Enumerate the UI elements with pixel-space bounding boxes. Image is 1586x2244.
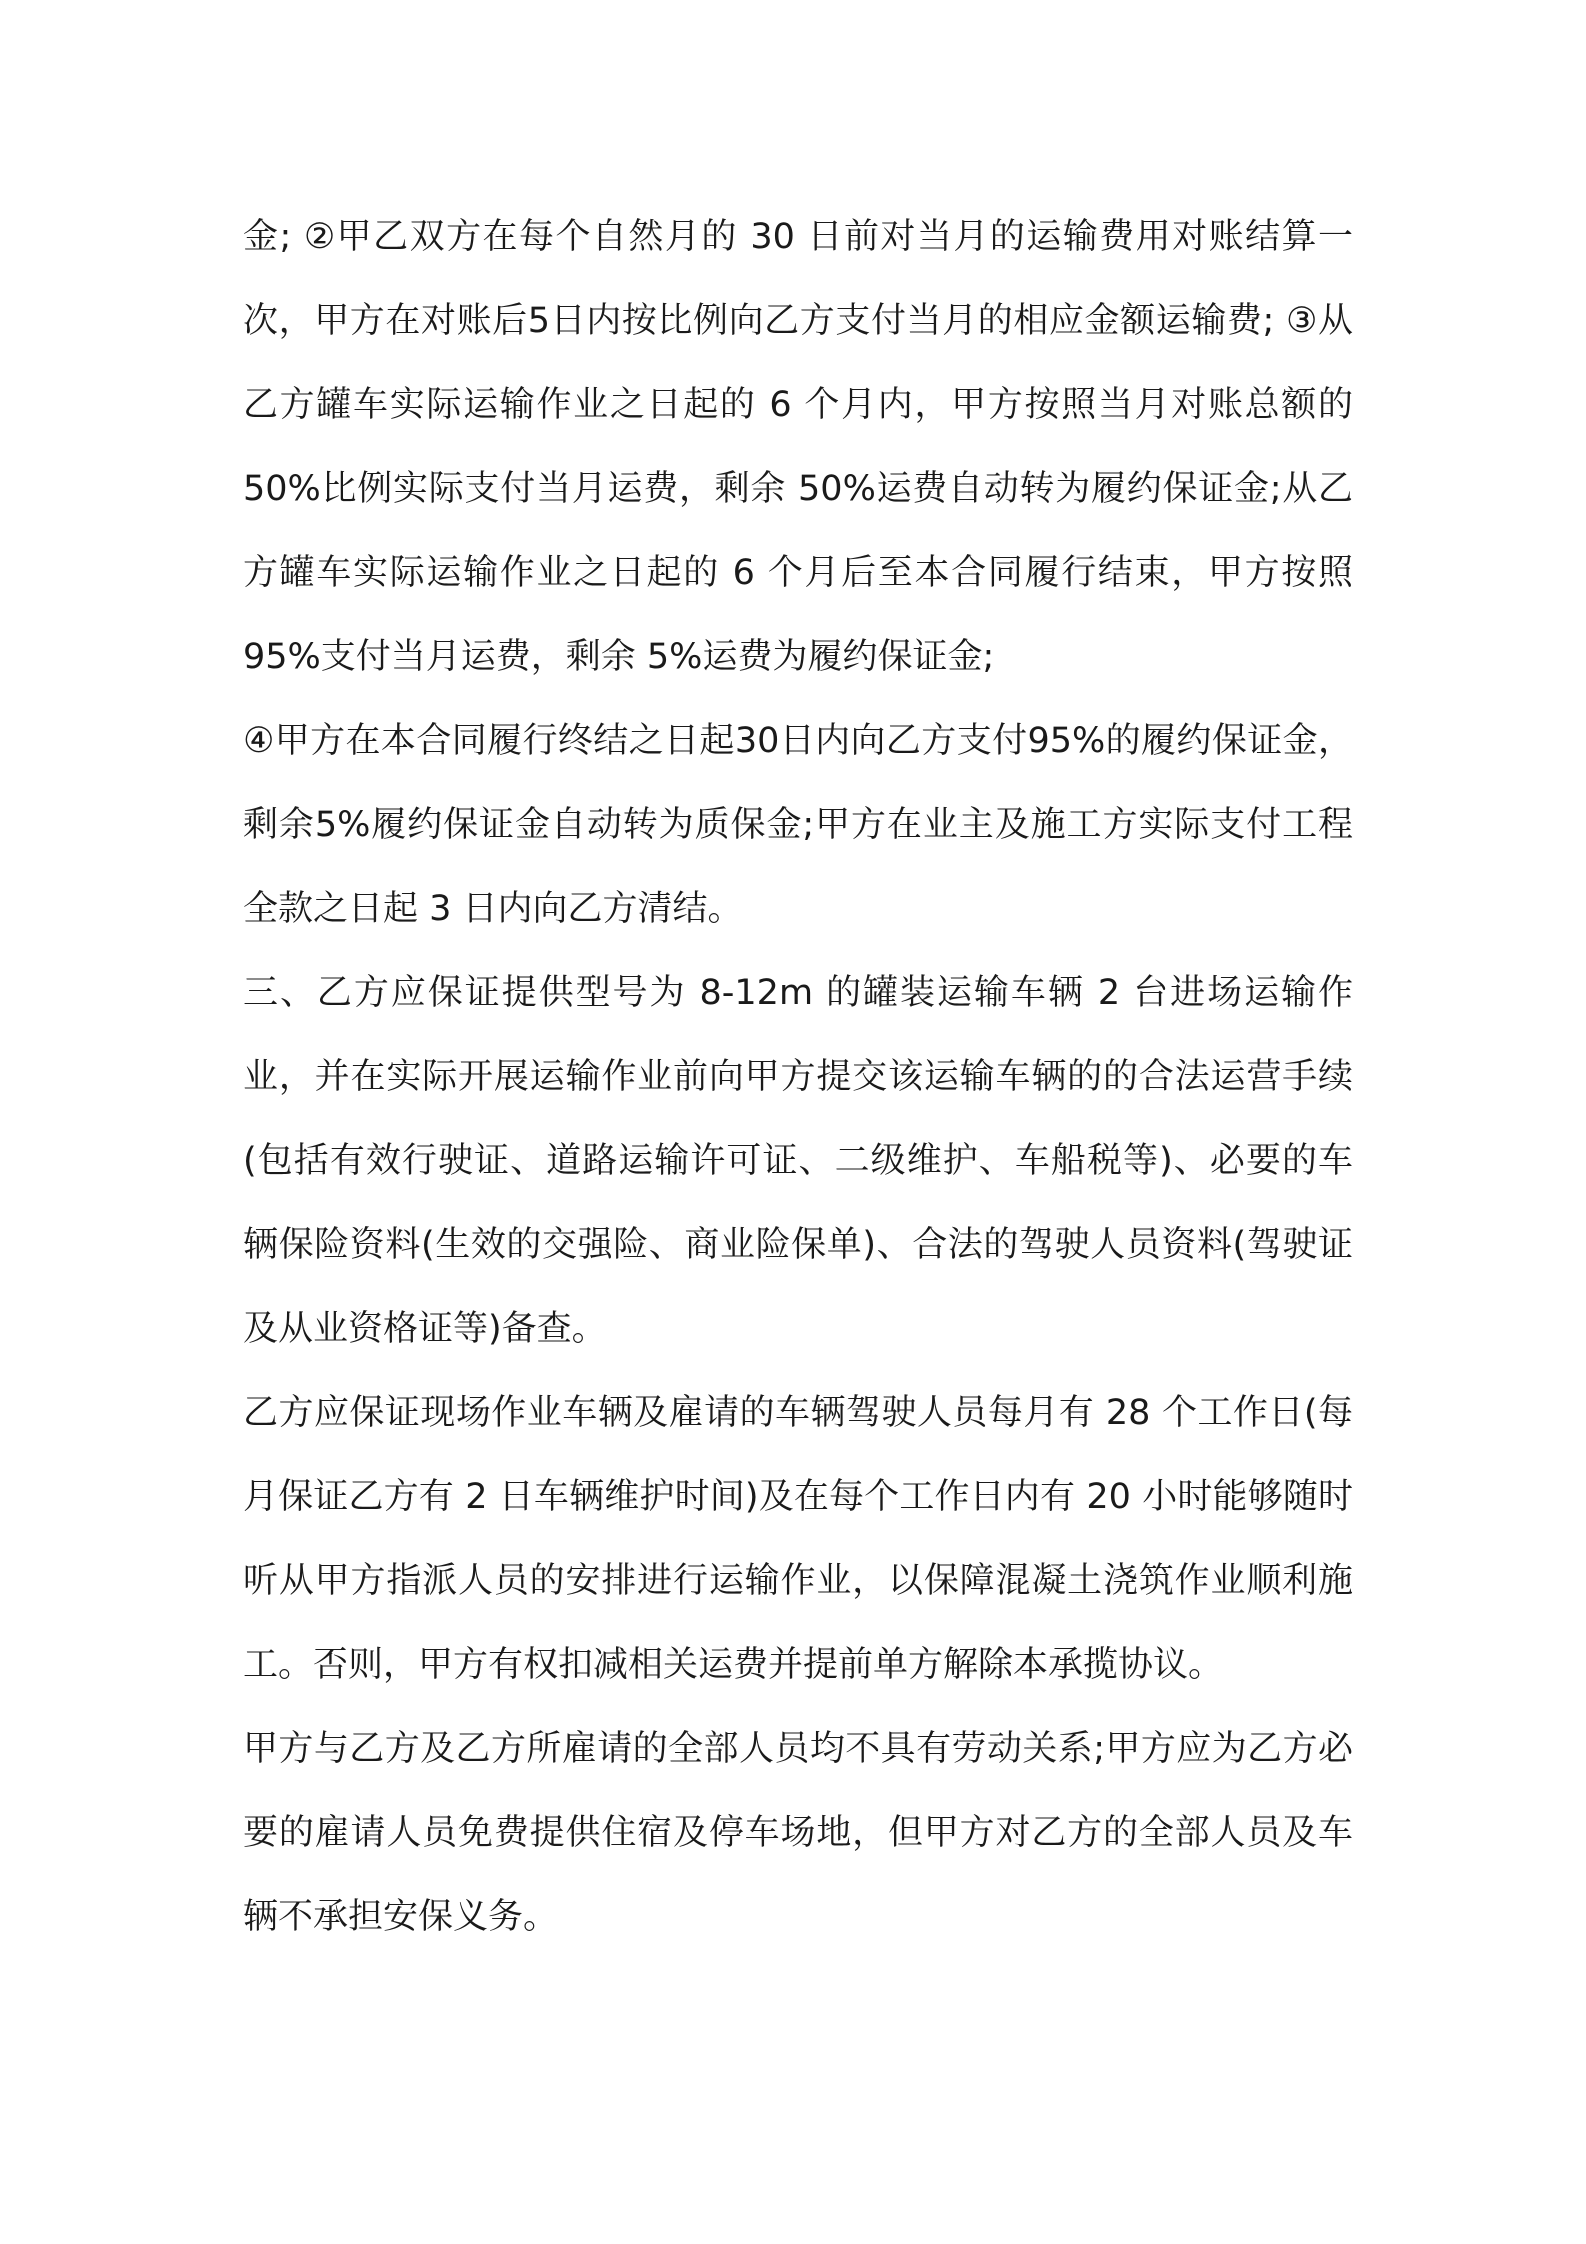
- paragraph-working-days: 乙方应保证现场作业车辆及雇请的车辆驾驶人员每月有 28 个工作日(每月保证乙方有 2 日车辆维护时间)及在每个工作日内有 20 小时能够随时听从甲方指派人员的安排进行运输作业，以保障混凝土浇筑作业顺利施工。否则，甲方有权扣减相关运费并提前单方解除本承揽协议。: [243, 1393, 1353, 1685]
- paragraph-payment-terms: 金; ②甲乙双方在每个自然月的 30 日前对当月的运输费用对账结算一次，甲方在对账后5日内按比例向乙方支付当月的相应金额运输费; ③从乙方罐车实际运输作业之日起的 6 个月内，甲方按照当月对账总额的 50%比例实际支付当月运费，剩余 50%运费自动转为履约保证金;从乙方罐车实际运输作业之日起的 6 个月后至本合同履行结束，甲方按照 95%支付当月运费，剩余 5%运费为履约保证金;: [243, 217, 1353, 677]
- paragraph-vehicle-requirements: 三、乙方应保证提供型号为 8-12m 的罐装运输车辆 2 台进场运输作业，并在实际开展运输作业前向甲方提交该运输车辆的的合法运营手续(包括有效行驶证、道路运输许可证、二级维护、车船税等)、必要的车辆保险资料(生效的交强险、商业险保单)、合法的驾驶人员资料(驾驶证及从业资格证等)备查。: [243, 973, 1353, 1349]
- paragraph-labor-relations: 甲方与乙方及乙方所雇请的全部人员均不具有劳动关系;甲方应为乙方必要的雇请人员免费提供住宿及停车场地，但甲方对乙方的全部人员及车辆不承担安保义务。: [243, 1729, 1353, 1937]
- paragraph-performance-bond: ④甲方在本合同履行终结之日起30日内向乙方支付95%的履约保证金，剩余5%履约保证金自动转为质保金;甲方在业主及施工方实际支付工程全款之日起 3 日内向乙方清结。: [243, 721, 1353, 929]
- document-body: [243, 195, 1353, 1959]
